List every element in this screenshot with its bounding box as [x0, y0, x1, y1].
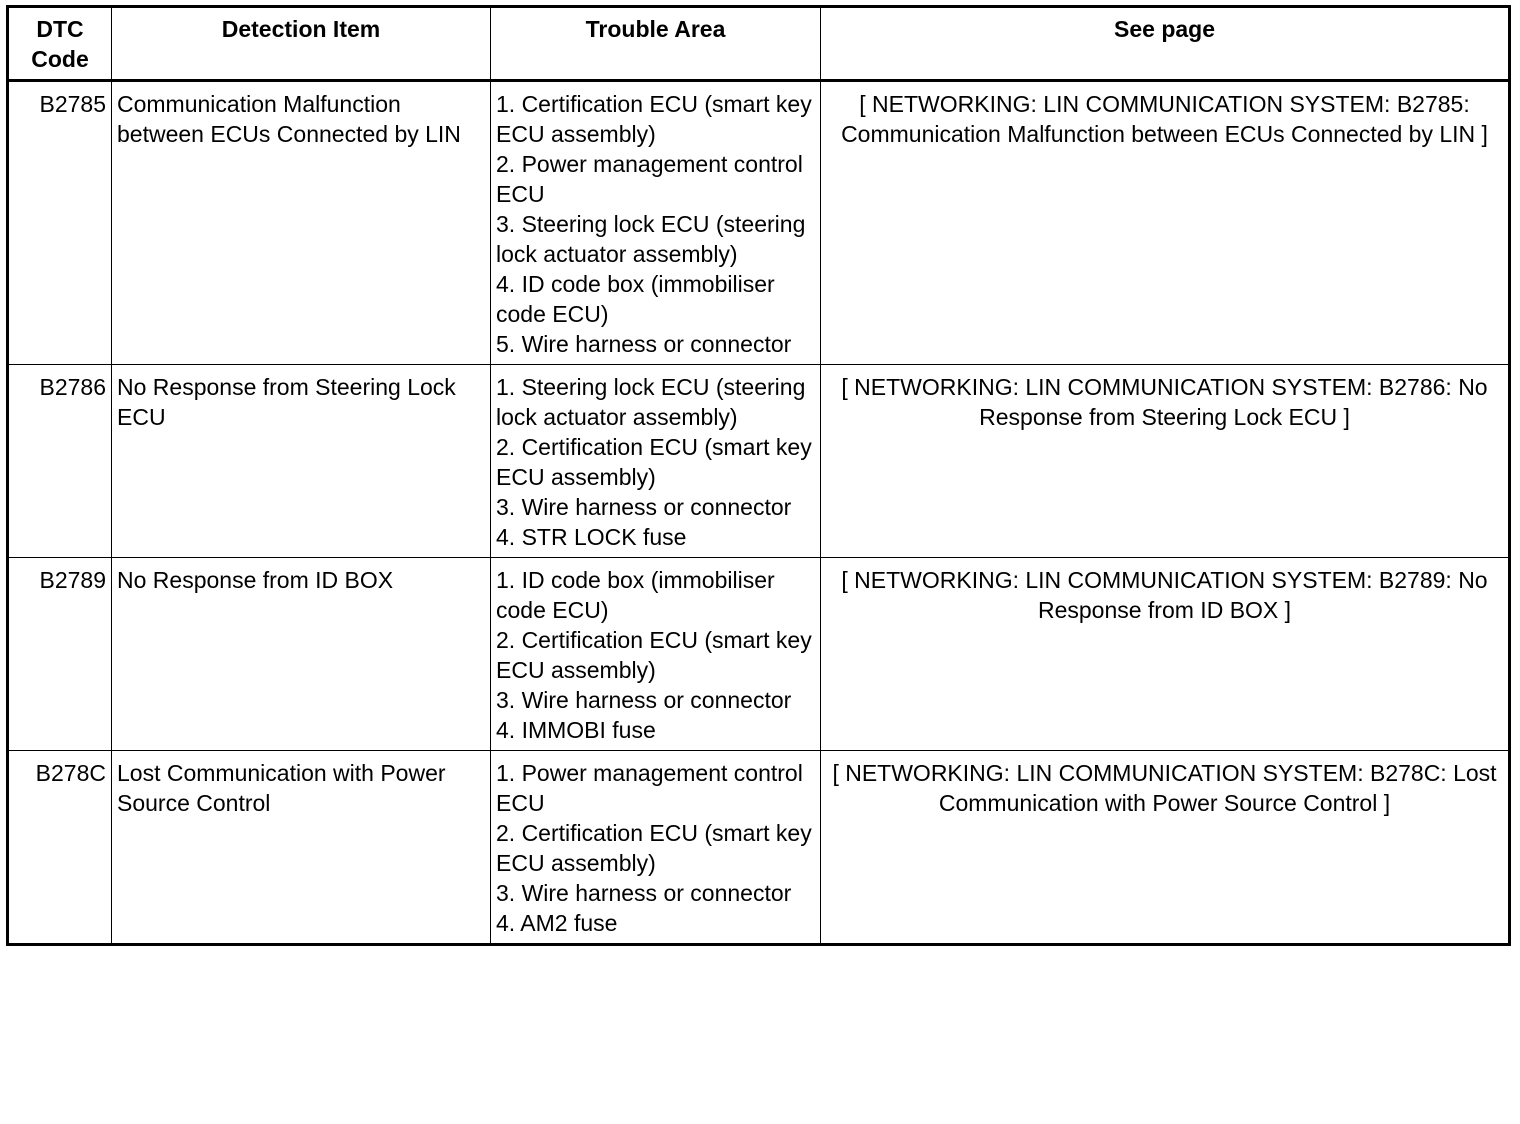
trouble-area-item: 3. Wire harness or connector	[496, 880, 792, 906]
trouble-area-item: 1. Steering lock ECU (steering lock actuator assembly)	[496, 374, 806, 430]
table-row	[8, 558, 1510, 751]
trouble-area-item: 3. Steering lock ECU (steering lock actuator assembly)	[496, 211, 806, 267]
trouble-area-item: 2. Certification ECU (smart key ECU assembly)	[496, 434, 812, 490]
trouble-area	[491, 751, 821, 945]
dtc-code: B278C	[8, 751, 112, 945]
trouble-area-item: 1. ID code box (immobiliser code ECU)	[496, 567, 775, 623]
table-row	[8, 81, 1510, 365]
header-trouble-area: Trouble Area	[491, 7, 821, 81]
trouble-area-item: 4. AM2 fuse	[496, 910, 618, 936]
header-row	[8, 7, 1510, 81]
detection-item: No Response from ID BOX	[112, 558, 491, 751]
header-detection-item: Detection Item	[112, 7, 491, 81]
see-page-link[interactable]: [ NETWORKING: LIN COMMUNICATION SYSTEM: B2785: Communication Malfunction between ECUs Connected by LIN ]	[821, 81, 1510, 365]
trouble-area-item: 1. Power management control ECU	[496, 760, 803, 816]
trouble-area-item: 2. Certification ECU (smart key ECU assembly)	[496, 820, 812, 876]
trouble-area-item: 4. ID code box (immobiliser code ECU)	[496, 271, 775, 327]
see-page-link[interactable]: [ NETWORKING: LIN COMMUNICATION SYSTEM: B2786: No Response from Steering Lock ECU ]	[821, 365, 1510, 558]
trouble-area-item: 1. Certification ECU (smart key ECU assembly)	[496, 91, 812, 147]
trouble-area	[491, 81, 821, 365]
trouble-area-item: 3. Wire harness or connector	[496, 687, 792, 713]
trouble-area-item: 5. Wire harness or connector	[496, 331, 792, 357]
dtc-table	[6, 5, 1511, 946]
trouble-area-item: 3. Wire harness or connector	[496, 494, 792, 520]
trouble-area	[491, 558, 821, 751]
see-page-link[interactable]: [ NETWORKING: LIN COMMUNICATION SYSTEM: B2789: No Response from ID BOX ]	[821, 558, 1510, 751]
detection-item: Communication Malfunction between ECUs Connected by LIN	[112, 81, 491, 365]
trouble-area-item: 2. Power management control ECU	[496, 151, 803, 207]
detection-item: Lost Communication with Power Source Control	[112, 751, 491, 945]
detection-item: No Response from Steering Lock ECU	[112, 365, 491, 558]
trouble-area	[491, 365, 821, 558]
table-row	[8, 751, 1510, 945]
header-see-page: See page	[821, 7, 1510, 81]
dtc-code: B2785	[8, 81, 112, 365]
dtc-code: B2789	[8, 558, 112, 751]
header-dtc-line2: Code	[31, 46, 89, 72]
trouble-area-item: 2. Certification ECU (smart key ECU assembly)	[496, 627, 812, 683]
dtc-code: B2786	[8, 365, 112, 558]
header-dtc-line1: DTC	[36, 16, 84, 42]
table-row	[8, 365, 1510, 558]
see-page-link[interactable]: [ NETWORKING: LIN COMMUNICATION SYSTEM: B278C: Lost Communication with Power Source Control ]	[821, 751, 1510, 945]
trouble-area-item: 4. STR LOCK fuse	[496, 524, 687, 550]
trouble-area-item: 4. IMMOBI fuse	[496, 717, 656, 743]
header-dtc-code	[8, 7, 112, 81]
